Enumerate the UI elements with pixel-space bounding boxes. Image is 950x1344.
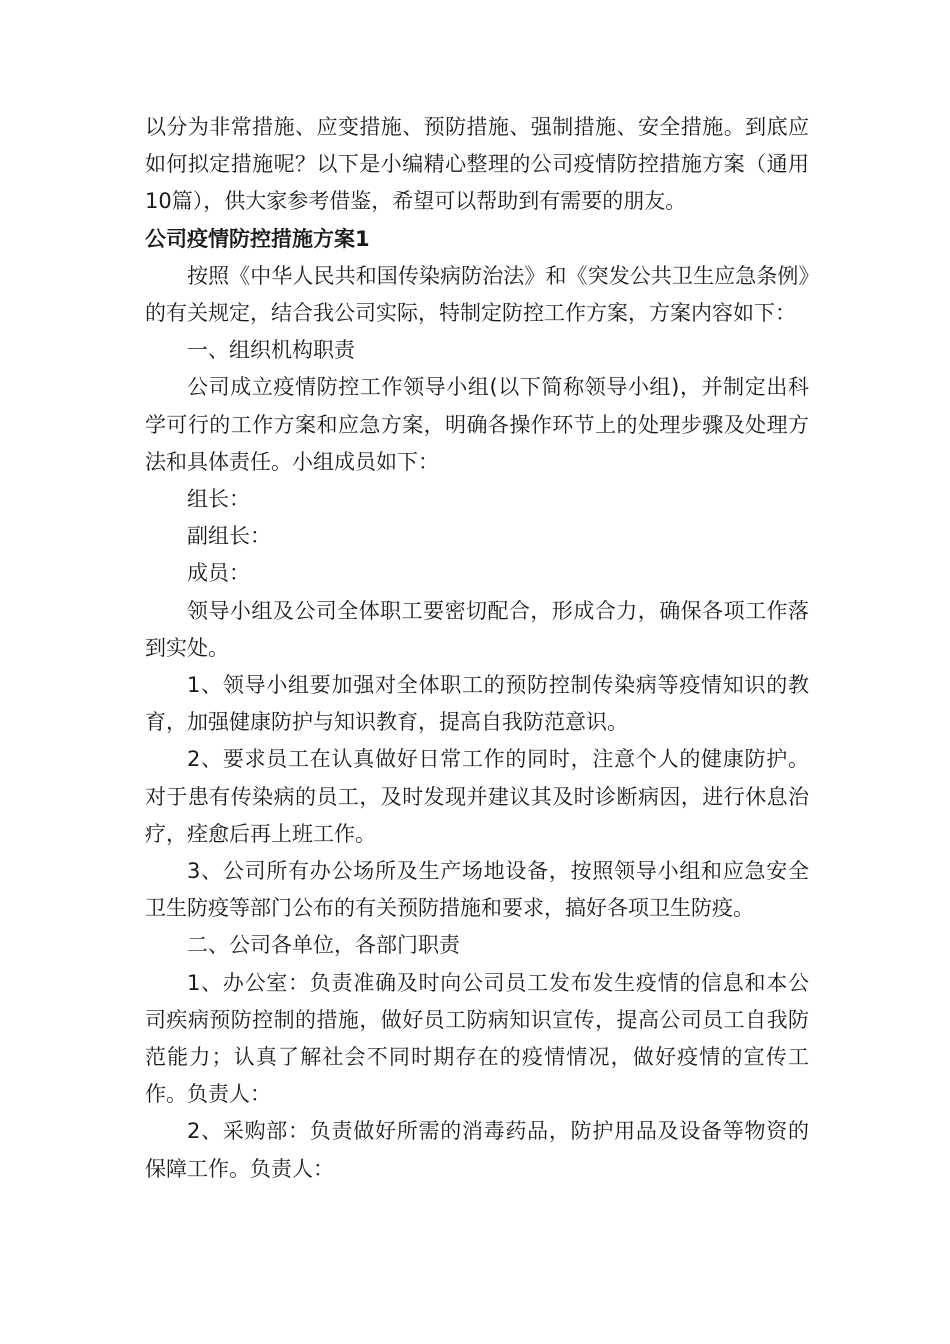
intro-paragraph: 以分为非常措施、应变措施、预防措施、强制措施、安全措施。到底应如何拟定措施呢？以下是小编精心整理的公司疫情防控措施方案（通用10篇），供大家参考借鉴，希望可以帮助到有需要的朋友。 [145, 115, 809, 214]
section-title: 公司疫情防控措施方案1 [145, 226, 370, 251]
list-item-2: 2、要求员工在认真做好日常工作的同时，注意个人的健康防护。对于患有传染病的员工，及时发现并建议其及时诊断病因，进行休息治疗，痊愈后再上班工作。 [145, 747, 809, 846]
paragraph-cooperation: 领导小组及公司全体职工要密切配合，形成合力，确保各项工作落到实处。 [145, 598, 809, 660]
member-deputy-leader: 副组长： [187, 524, 271, 549]
member-members: 成员： [187, 561, 250, 586]
paragraph-leadership-group: 公司成立疫情防控工作领导小组(以下简称领导小组)，并制定出科学可行的工作方案和应急方案，明确各操作环节上的处理步骤及处理方法和具体责任。小组成员如下： [145, 375, 809, 474]
member-leader: 组长： [187, 487, 250, 512]
list-item-3: 3、公司所有办公场所及生产场地设备，按照领导小组和应急安全卫生防疫等部门公布的有关预防措施和要求，搞好各项卫生防疫。 [145, 859, 809, 921]
paragraph-basis: 按照《中华人民共和国传染病防治法》和《突发公共卫生应急条例》的有关规定，结合我公司实际，特制定防控工作方案，方案内容如下： [145, 263, 809, 326]
department-purchasing: 2、采购部：负责做好所需的消毒药品，防护用品及设备等物资的保障工作。负责人： [145, 1119, 809, 1181]
subheading-organization: 一、组织机构职责 [187, 338, 355, 363]
document-page [145, 109, 809, 1188]
subheading-departments: 二、公司各单位，各部门职责 [187, 933, 460, 958]
department-office: 1、办公室：负责准确及时向公司员工发布发生疫情的信息和本公司疾病预防控制的措施，做好员工防病知识宣传，提高公司员工自我防范能力；认真了解社会不同时期存在的疫情情况，做好疫情的宣传工作。负责人： [145, 970, 809, 1107]
list-item-1: 1、领导小组要加强对全体职工的预防控制传染病等疫情知识的教育，加强健康防护与知识教育，提高自我防范意识。 [145, 673, 809, 735]
